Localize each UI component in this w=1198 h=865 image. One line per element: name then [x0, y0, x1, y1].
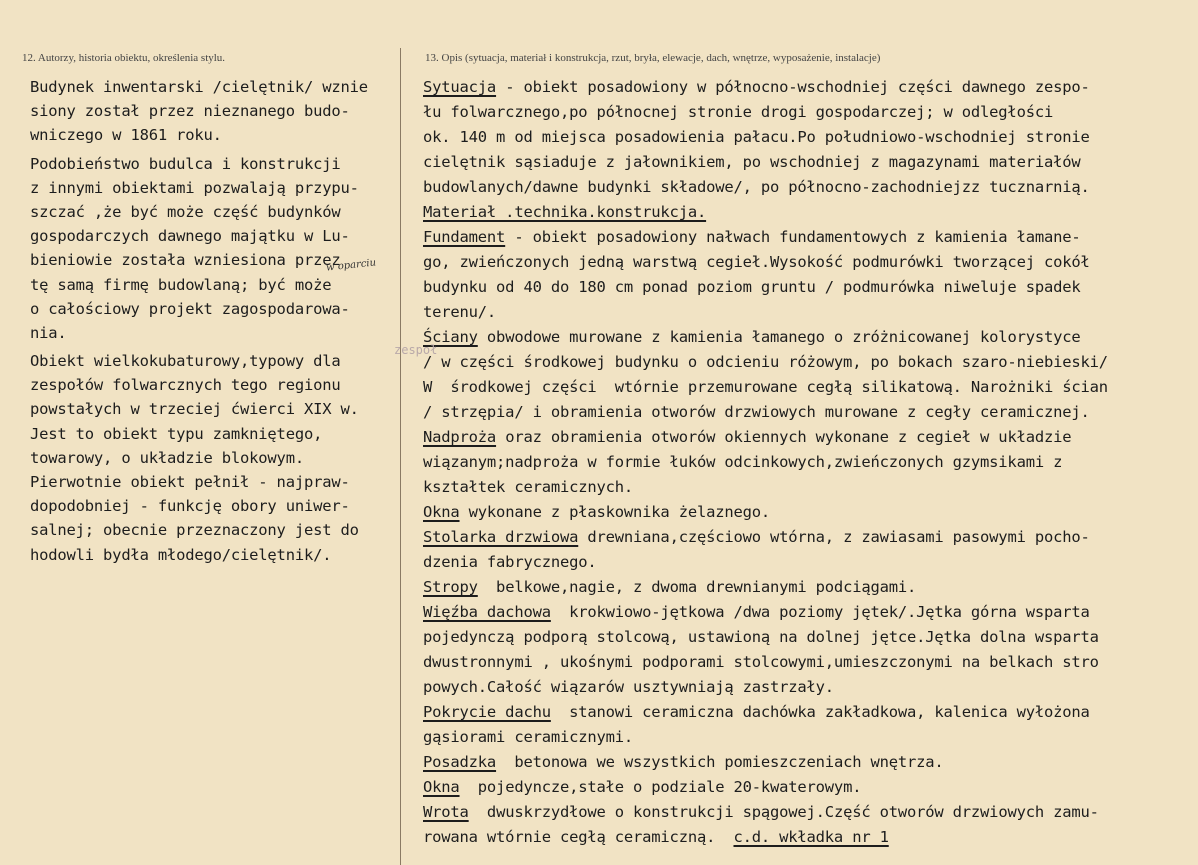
- text-line: [423, 525, 1193, 550]
- section-heading: Materiał .technika.konstrukcja.: [423, 203, 707, 221]
- text-line: z innymi obiektami pozwalają przypu-: [30, 178, 359, 197]
- section-heading: Wrota: [423, 803, 469, 821]
- text-line: Obiekt wielkokubaturowy,typowy dla: [30, 352, 341, 371]
- line-text: dwustronnymi , ukośnymi podporami stolcowymi,umieszczonymi na belkach stro: [423, 653, 1099, 671]
- continuation-note: c.d. wkładka nr 1: [733, 828, 889, 846]
- text-line: [423, 275, 1193, 300]
- text-line: Podobieństwo budulca i konstrukcji: [30, 154, 341, 173]
- line-text: cielętnik sąsiaduje z jałownikiem, po wschodniej z magazynami materiałów: [423, 153, 1081, 171]
- line-text: rowana wtórnie cegłą ceramiczną.: [423, 828, 734, 846]
- section-heading: Stolarka drzwiowa: [423, 528, 579, 546]
- text-line: [423, 100, 1193, 125]
- section-heading: Ściany: [423, 328, 478, 346]
- text-line: [423, 425, 1193, 450]
- text-line: [423, 650, 1193, 675]
- section-heading: Okna: [423, 778, 460, 796]
- line-text: / w części środkowej budynku o odcieniu różowym, po bokach szaro-niebieski/: [423, 353, 1108, 371]
- text-line: [423, 800, 1193, 825]
- line-text: - obiekt posadowiony w północno-wschodniej części dawnego zespo-: [496, 78, 1090, 96]
- text-line: gospodarczych dawnego majątku w Lu-: [30, 227, 350, 246]
- text-line: [423, 450, 1193, 475]
- line-text: / strzępia/ i obramienia otworów drzwiowych murowane z cegły ceramicznej.: [423, 403, 1090, 421]
- line-text: krokwiowo-jętkowa /dwa poziomy jętek/.Jętka górna wsparta: [550, 603, 1090, 621]
- line-text: belkowe,nagie, z dwoma drewnianymi podciągami.: [477, 578, 917, 596]
- line-text: terenu/.: [423, 303, 497, 321]
- text-line: [423, 200, 1193, 225]
- line-text: dwuskrzydłowe o konstrukcji spągowej.Część otworów drzwiowych zamu-: [468, 803, 1099, 821]
- line-text: stanowi ceramiczna dachówka zakładkowa, kalenica wyłożona: [550, 703, 1090, 721]
- text-line: [423, 625, 1193, 650]
- text-line: Jest to obiekt typu zamkniętego,: [30, 424, 323, 443]
- description-column: [423, 75, 1193, 850]
- handwritten-annotation: w oparciu: [325, 257, 377, 274]
- text-line: [423, 725, 1193, 750]
- text-line: [423, 700, 1193, 725]
- text-line: [423, 775, 1193, 800]
- text-line: [423, 175, 1193, 200]
- text-line: [423, 400, 1193, 425]
- line-text: kształtek ceramicznych.: [423, 478, 634, 496]
- line-text: oraz obramienia otworów okiennych wykonane z cegieł w układzie: [496, 428, 1072, 446]
- section-heading: Więźba dachowa: [423, 603, 551, 621]
- line-text: wiązanym;nadproża w formie łuków odcinkowych,zwieńczonych gzymsikami z: [423, 453, 1063, 471]
- text-line: [423, 825, 1193, 850]
- section-heading: Pokrycie dachu: [423, 703, 551, 721]
- text-line: dopodobniej - funkcję obory uniwer-: [30, 497, 350, 516]
- text-line: [423, 750, 1193, 775]
- text-line: [423, 575, 1193, 600]
- line-text: obwodowe murowane z kamienia łamanego o zróżnicowanej kolorystyce: [477, 328, 1081, 346]
- text-line: [423, 125, 1193, 150]
- line-text: W środkowej części wtórnie przemurowane cegłą silikatową. Narożniki ścian: [423, 378, 1108, 396]
- line-text: ok. 140 m od miejsca posadowienia pałacu.Po południowo-wschodniej stronie: [423, 128, 1090, 146]
- section-heading: Posadzka: [423, 753, 497, 771]
- line-text: budowlanych/dawne budynki składowe/, po północno-zachodniejzz tucznarnią.: [423, 178, 1090, 196]
- text-line: [423, 600, 1193, 625]
- line-text: pojedyncze,stałe o podziale 20-kwaterowym.: [459, 778, 862, 796]
- line-text: - obiekt posadowiony nałwach fundamentowych z kamienia łamane-: [505, 228, 1081, 246]
- line-text: drewniana,częściowo wtórna, z zawiasami pasowymi pocho-: [578, 528, 1090, 546]
- text-line: [423, 250, 1193, 275]
- text-line: bieniowie została wzniesiona przez: [30, 251, 341, 270]
- line-text: powych.Całość wiązarów usztywniają zastrzały.: [423, 678, 834, 696]
- text-line: [423, 550, 1193, 575]
- text-line: [423, 225, 1193, 250]
- text-line: szczać ,że być może część budynków: [30, 202, 341, 221]
- text-line: nia.: [30, 323, 67, 342]
- text-line: tę samą firmę budowlaną; być może: [30, 275, 332, 294]
- section-heading: Nadproża: [423, 428, 497, 446]
- faded-text: zespoł: [394, 343, 438, 357]
- text-line: [423, 75, 1193, 100]
- line-text: wykonane z płaskownika żelaznego.: [459, 503, 771, 521]
- line-text: łu folwarcznego,po północnej stronie drogi gospodarczej; w odległości: [423, 103, 1054, 121]
- line-text: dzenia fabrycznego.: [423, 553, 597, 571]
- text-line: siony został przez nieznanego budo-: [30, 102, 350, 121]
- text-line: zespołów folwarcznych tego regionu: [30, 376, 341, 395]
- section-heading: Stropy: [423, 578, 478, 596]
- column-divider: [400, 48, 401, 865]
- line-text: go, zwieńczonych jedną warstwą cegieł.Wysokość podmurówki tworzącej cokół: [423, 253, 1090, 271]
- text-line: hodowli bydła młodego/cielętnik/.: [30, 545, 332, 564]
- text-line: [423, 325, 1193, 350]
- text-line: powstałych w trzeciej ćwierci XIX w.: [30, 400, 359, 419]
- history-column: [30, 75, 398, 567]
- text-line: towarowy, o układzie blokowym.: [30, 448, 304, 467]
- section-13-header: 13. Opis (sytuacja, materiał i konstrukcja, rzut, bryła, elewacje, dach, wnętrze, wyposażenie, instalacje): [425, 52, 881, 64]
- text-line: [423, 350, 1193, 375]
- text-line: Pierwotnie obiekt pełnił - najpraw-: [30, 473, 350, 491]
- line-text: pojedynczą podporą stolcową, ustawioną na dolnej jętce.Jętka dolna wsparta: [423, 628, 1099, 646]
- text-line: [423, 375, 1193, 400]
- line-text: budynku od 40 do 180 cm ponad poziom gruntu / podmurówka niweluje spadek: [423, 278, 1081, 296]
- text-line: wniczego w 1861 roku.: [30, 126, 222, 145]
- section-heading: Fundament: [423, 228, 506, 246]
- section-12-header: 12. Autorzy, historia obiektu, określenia stylu.: [22, 52, 226, 64]
- text-line: [423, 300, 1193, 325]
- text-line: Budynek inwentarski /cielętnik/ wznie: [30, 78, 368, 96]
- section-heading: Sytuacja: [423, 78, 497, 96]
- line-text: gąsiorami ceramicznymi.: [423, 728, 634, 746]
- text-line: o całościowy projekt zagospodarowa-: [30, 299, 350, 318]
- text-line: [423, 150, 1193, 175]
- text-line: [423, 475, 1193, 500]
- text-line: salnej; obecnie przeznaczony jest do: [30, 521, 359, 540]
- line-text: betonowa we wszystkich pomieszczeniach wnętrza.: [496, 753, 944, 771]
- text-line: [423, 500, 1193, 525]
- section-heading: Okna: [423, 503, 460, 521]
- text-line: [423, 675, 1193, 700]
